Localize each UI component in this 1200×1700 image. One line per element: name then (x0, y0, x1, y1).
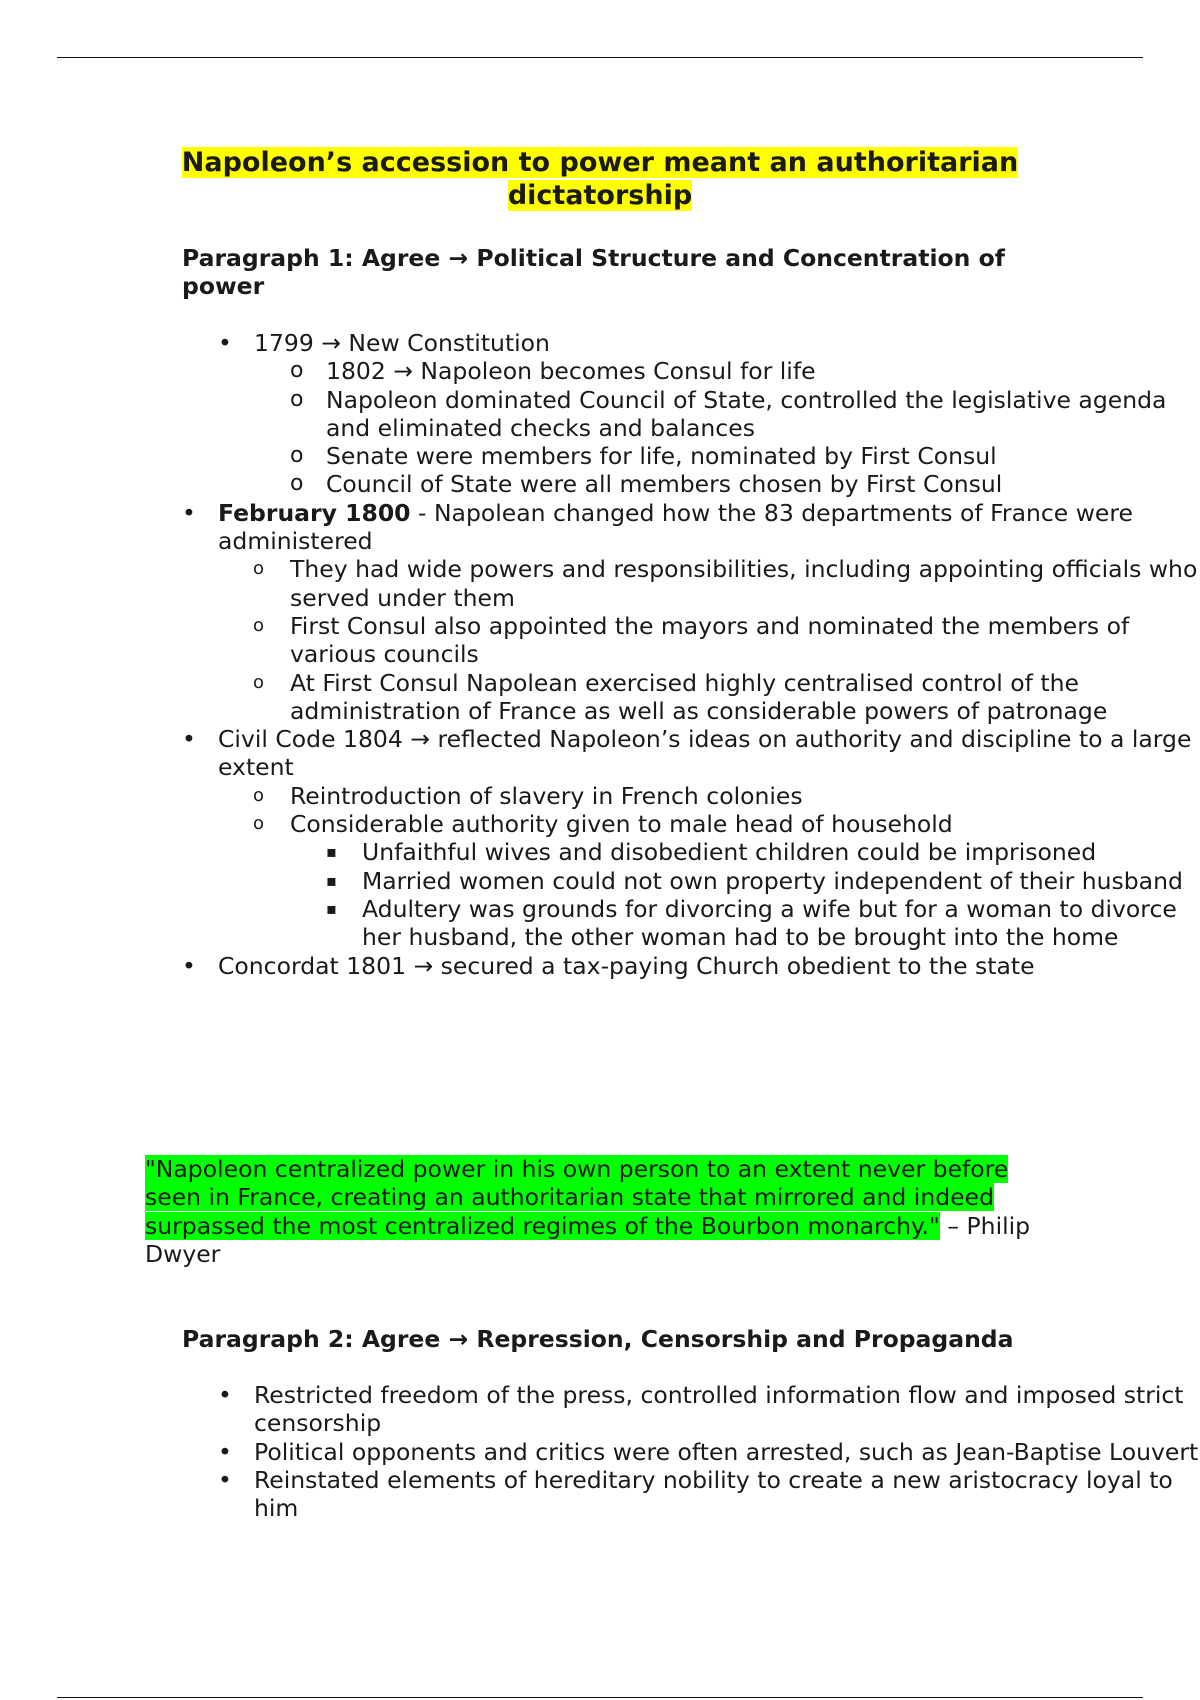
list-subitem (0, 810, 1200, 838)
list-subitem-text: Senate were members for life, nominated by First Consul (326, 442, 997, 471)
bullet-dot: • (218, 1381, 232, 1409)
list-subitem-text: Napoleon dominated Council of State, controlled the legislative agenda and eliminated checks and balances (326, 385, 1167, 442)
list-item (0, 725, 1200, 782)
list-subitem-text: 1802 → Napoleon becomes Consul for life (326, 357, 816, 386)
list-item-text: Political opponents and critics were often arrested, such as Jean-Baptise Louvert (254, 1437, 1199, 1466)
paragraph-1-heading-line-1: Paragraph 1: Agree → Political Structure and Concentration of (182, 244, 1005, 272)
bullet-dot: • (182, 951, 196, 980)
title-line-2: dictatorship (507, 180, 693, 211)
list-subitem (0, 442, 1200, 470)
paragraph-1-list (0, 329, 1200, 980)
list-subsubitem (0, 838, 1200, 866)
bullet-circle: o (253, 784, 265, 806)
bullet-square: ▪ (326, 842, 337, 862)
bullet-circle: o (290, 386, 304, 412)
paragraph-1-heading-line-2: power (182, 272, 265, 300)
list-item-text: - Napolean changed how the 83 departments of France were administered (218, 498, 1133, 556)
list-subsubitem (0, 867, 1200, 895)
quote-text: "Napoleon centralized power in his own person to an extent never before seen in France, creating an authoritarian state that mirrored and indeed surpassed the most centralized regimes of the Bourbon monarchy." (145, 1155, 1009, 1240)
list-item-text: 1799 → New Constitution (254, 329, 550, 357)
list-subitem (0, 357, 1200, 385)
bullet-dot: • (182, 498, 196, 527)
bullet-dot: • (218, 329, 232, 357)
bullet-square: ▪ (326, 870, 337, 890)
bullet-circle: o (290, 471, 304, 497)
bullet-square: ▪ (326, 898, 337, 918)
bullet-circle: o (253, 671, 265, 693)
historian-quote (145, 1155, 1045, 1268)
list-item-text: Restricted freedom of the press, controlled information flow and imposed strict censorship (254, 1381, 1184, 1438)
list-subsubitem (0, 895, 1200, 952)
bullet-circle: o (253, 614, 265, 636)
list-subitem (0, 470, 1200, 498)
list-item-text: Reinstated elements of hereditary nobility to create a new aristocracy loyal to him (254, 1465, 1173, 1523)
title-line-1: Napoleon’s accession to power meant an authoritarian (181, 147, 1019, 178)
list-subitem-text: Reintroduction of slavery in French colonies (290, 781, 803, 810)
bullet-circle: o (253, 813, 265, 835)
bullet-dot: • (218, 1437, 232, 1466)
list-item (0, 329, 1200, 357)
top-rule (57, 57, 1143, 58)
list-item (0, 499, 1200, 556)
list-item (0, 1438, 1200, 1466)
list-subitem-text: Council of State were all members chosen by First Consul (326, 470, 1003, 499)
paragraph-2-list (0, 1381, 1200, 1522)
list-item (0, 1381, 1200, 1438)
bullet-circle: o (290, 358, 304, 384)
list-item-date: February 1800 (218, 498, 411, 527)
list-subitem-text: First Consul also appointed the mayors and nominated the members of various councils (290, 611, 1130, 669)
list-item-text: Concordat 1801 → secured a tax-paying Church obedient to the state (218, 951, 1035, 980)
list-subitem (0, 612, 1200, 669)
quote-attribution: – Philip Dwyer (145, 1211, 1031, 1268)
list-subitem-text: Considerable authority given to male head of household (290, 810, 953, 839)
list-item (0, 952, 1200, 980)
list-subsubitem-text: Adultery was grounds for divorcing a wife but for a woman to divorce her husband, the other woman had to be brought into the home (362, 894, 1177, 952)
list-subitem (0, 555, 1200, 612)
list-subitem-text: At First Consul Napolean exercised highly centralised control of the administration of France as well as considerable powers of patronage (290, 668, 1108, 725)
list-item (0, 1466, 1200, 1523)
list-item-text: Civil Code 1804 → reflected Napoleon’s ideas on authority and discipline to a large extent (218, 725, 1192, 782)
page-title (140, 146, 1060, 212)
bullet-circle: o (253, 558, 265, 580)
paragraph-2-heading: Paragraph 2: Agree → Repression, Censorship and Propaganda (182, 1325, 1014, 1353)
paragraph-1-heading (182, 244, 1062, 300)
list-subitem (0, 669, 1200, 726)
bullet-dot: • (182, 725, 196, 754)
list-subsubitem-text: Unfaithful wives and disobedient children could be imprisoned (362, 838, 1097, 867)
list-subsubitem-text: Married women could not own property independent of their husband (362, 866, 1183, 895)
bottom-rule (57, 1697, 1143, 1698)
list-subitem (0, 386, 1200, 443)
bullet-dot: • (218, 1465, 232, 1494)
list-subitem (0, 782, 1200, 810)
list-subitem-text: They had wide powers and responsibilities, including appointing officials who served under them (290, 555, 1198, 612)
bullet-circle: o (290, 443, 304, 469)
